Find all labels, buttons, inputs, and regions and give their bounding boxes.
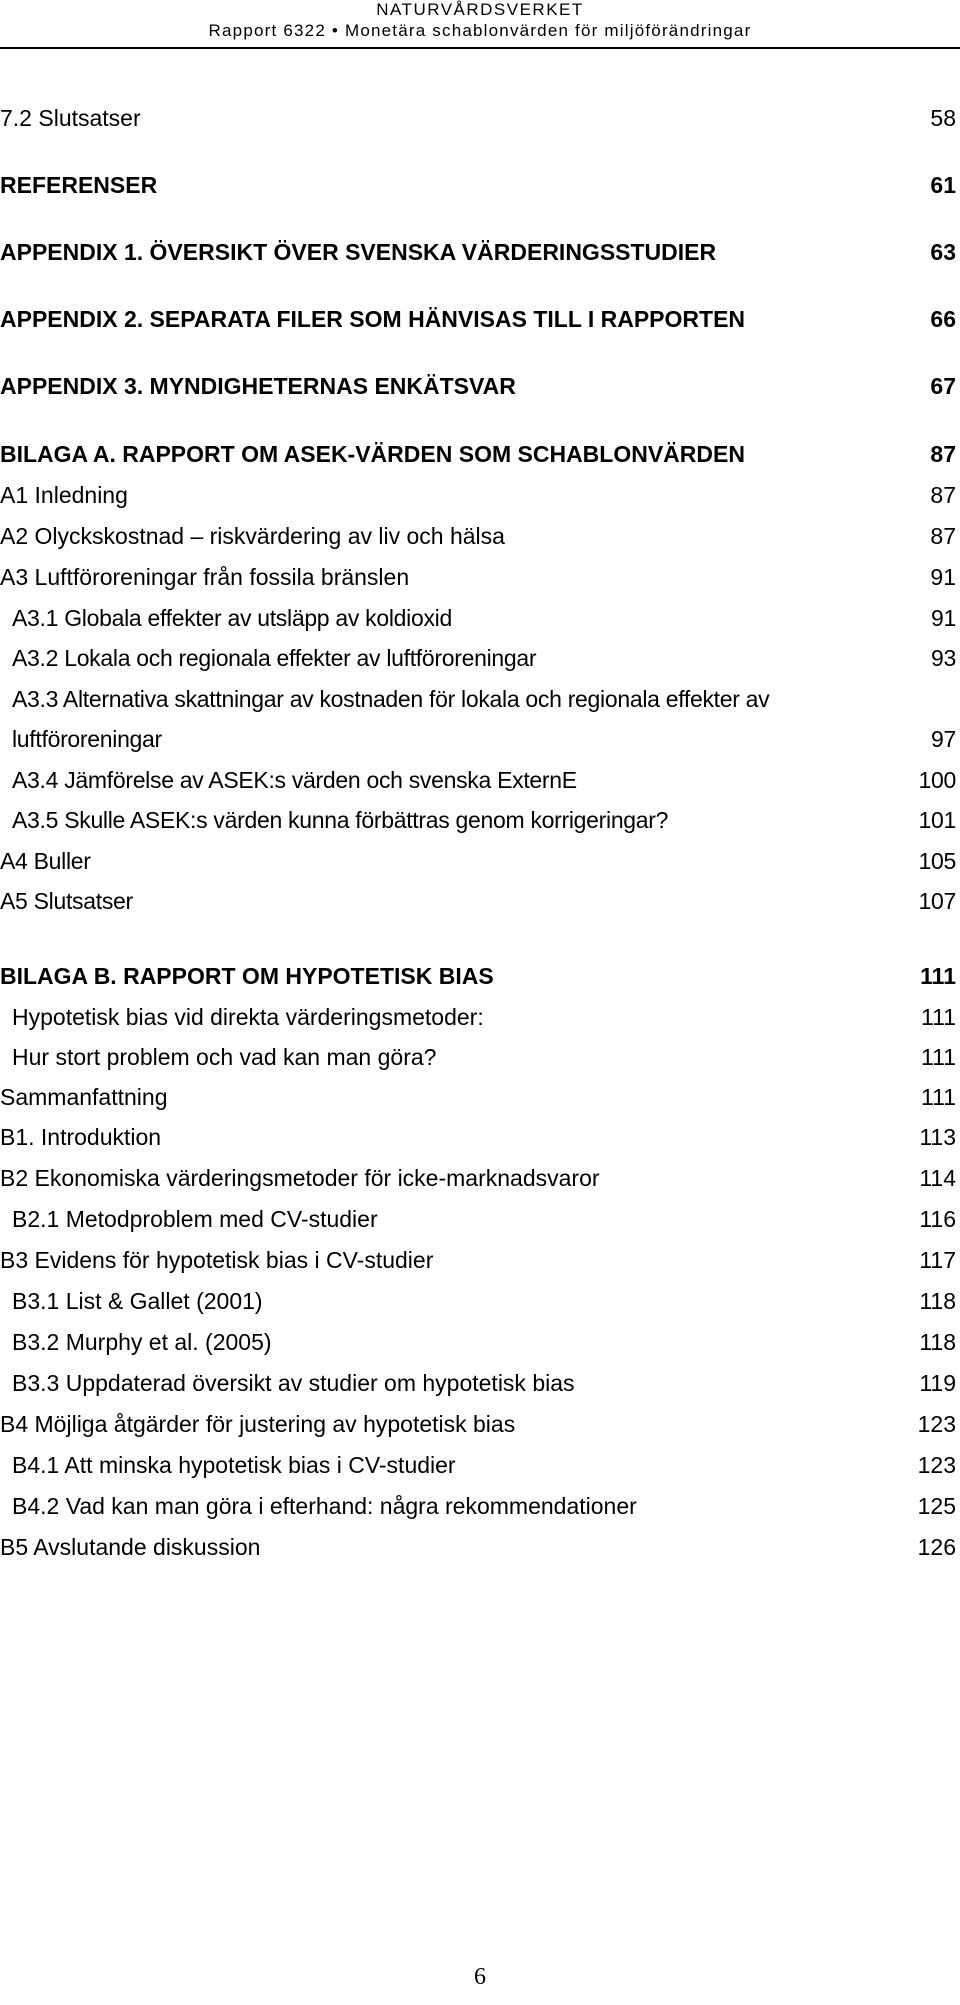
toc-entry [0, 997, 960, 1037]
toc-entry [0, 1445, 960, 1485]
toc-entry-title: B4 Möjliga åtgärder för justering av hypotetisk bias [0, 1411, 516, 1437]
toc-entry-page: 111 [920, 963, 956, 989]
toc-entry [0, 638, 960, 678]
toc-entry [0, 1527, 960, 1567]
toc-entry-page: 100 [918, 767, 956, 793]
toc-entry-page: 125 [917, 1493, 956, 1519]
toc-entry-page: 118 [919, 1288, 956, 1314]
toc-entry-page: 63 [930, 239, 956, 265]
toc-entry-page: 118 [919, 1329, 956, 1355]
toc-entry-page: 123 [917, 1452, 956, 1478]
toc-entry [0, 299, 960, 339]
toc-entry-title: A3.2 Lokala och regionala effekter av luftföroreningar [12, 645, 537, 671]
toc-entry [0, 232, 960, 272]
toc-entry-page: 91 [930, 564, 956, 590]
toc-entry-title: APPENDIX 3. MYNDIGHETERNAS ENKÄTSVAR [0, 373, 516, 399]
toc-entry [0, 475, 960, 515]
header-report-title: Rapport 6322 • Monetära schablonvärden för miljöförändringar [208, 21, 752, 40]
toc-entry-page: 97 [931, 726, 956, 752]
toc-entry-page: 87 [930, 523, 956, 549]
toc-entry-page: 126 [917, 1534, 956, 1560]
toc-entry-title: APPENDIX 2. SEPARATA FILER SOM HÄNVISAS TILL I RAPPORTEN [0, 306, 746, 332]
toc-entry [0, 956, 960, 996]
toc-entry [0, 598, 960, 638]
toc-entry-title: A3 Luftföroreningar från fossila bränslen [0, 564, 410, 590]
toc-entry-title: A4 Buller [0, 848, 91, 874]
toc-entry-title: B5 Avslutande diskussion [0, 1534, 261, 1560]
toc-entry-page: 87 [930, 482, 956, 508]
toc-entry-page: 61 [930, 172, 956, 198]
toc-entry-title: luftföroreningar [12, 726, 162, 752]
toc-entry [0, 841, 960, 881]
toc-entry-title: B3 Evidens för hypotetisk bias i CV-studier [0, 1247, 434, 1273]
toc-entry-page: 111 [921, 1004, 956, 1030]
toc-entry-title: 7.2 Slutsatser [0, 105, 141, 131]
toc-entry-page: 66 [930, 306, 956, 332]
toc-entry [0, 1199, 960, 1239]
toc-entry-title: B3.3 Uppdaterad översikt av studier om hypotetisk bias [12, 1370, 575, 1396]
toc-entry [0, 366, 960, 406]
toc-entry-page: 105 [918, 848, 956, 874]
toc-entry-page: 117 [919, 1247, 956, 1273]
toc-entry-title: Sammanfattning [0, 1084, 168, 1110]
toc-entry [0, 800, 960, 840]
toc-entry-page: 58 [930, 105, 956, 131]
toc-entry-title: A1 Inledning [0, 482, 128, 508]
toc-entry [0, 165, 960, 205]
toc-entry-page: 87 [930, 441, 956, 467]
toc-entry-page: 67 [930, 373, 956, 399]
toc-entry-title: A3.3 Alternativa skattningar av kostnaden för lokala och regionala effekter av [12, 686, 770, 712]
toc-entry [0, 1322, 960, 1362]
toc-entry-title: BILAGA B. RAPPORT OM HYPOTETISK BIAS [0, 963, 494, 989]
toc-entry-title: REFERENSER [0, 172, 158, 198]
page-number: 6 [474, 1964, 486, 1990]
toc-entry-title: B2.1 Metodproblem med CV-studier [12, 1206, 378, 1232]
page-header [0, 0, 960, 41]
toc-entry-page: 101 [918, 807, 956, 833]
header-divider [0, 47, 960, 49]
toc-entry-title: A3.4 Jämförelse av ASEK:s värden och svenska ExternE [12, 767, 577, 793]
toc-entry [0, 516, 960, 556]
toc-entry-title: BILAGA A. RAPPORT OM ASEK-VÄRDEN SOM SCHABLONVÄRDEN [0, 441, 745, 467]
header-organization: NATURVÅRDSVERKET [376, 0, 584, 19]
toc-entry [0, 1158, 960, 1198]
toc-entry-title: A3.5 Skulle ASEK:s värden kunna förbättras genom korrigeringar? [12, 807, 669, 833]
toc-entry-title: B4.2 Vad kan man göra i efterhand: några rekommendationer [12, 1493, 637, 1519]
toc-entry [0, 98, 960, 138]
toc-entry-title: Hypotetisk bias vid direkta värderingsmetoder: [12, 1004, 484, 1030]
toc-entry-title: B3.2 Murphy et al. (2005) [12, 1329, 272, 1355]
toc-entry [0, 557, 960, 597]
toc-entry-title: Hur stort problem och vad kan man göra? [12, 1044, 437, 1070]
toc-entry [0, 760, 960, 800]
toc-entry-page: 111 [921, 1084, 956, 1110]
toc-entry [0, 679, 960, 719]
toc-entry-page: 107 [918, 888, 956, 914]
toc-entry-page: 93 [931, 645, 956, 671]
toc-entry-page: 119 [919, 1370, 956, 1396]
toc-entry [0, 1037, 960, 1077]
toc-entry-title: B3.1 List & Gallet (2001) [12, 1288, 263, 1314]
toc-entry [0, 719, 960, 759]
toc-entry-title: B4.1 Att minska hypotetisk bias i CV-studier [12, 1452, 456, 1478]
toc-entry [0, 1404, 960, 1444]
toc-entry [0, 1077, 960, 1117]
toc-entry-title: B2 Ekonomiska värderingsmetoder för icke-marknadsvaror [0, 1165, 600, 1191]
toc-entry-title: A2 Olyckskostnad – riskvärdering av liv och hälsa [0, 523, 505, 549]
toc-entry-page: 116 [919, 1206, 956, 1232]
toc-entry-title: B1. Introduktion [0, 1124, 162, 1150]
toc-entry-title: APPENDIX 1. ÖVERSIKT ÖVER SVENSKA VÄRDERINGSSTUDIER [0, 239, 717, 265]
toc-entry [0, 434, 960, 474]
toc-entry-page: 123 [917, 1411, 956, 1437]
toc-entry [0, 1363, 960, 1403]
toc-entry [0, 1240, 960, 1280]
toc-entry [0, 1486, 960, 1526]
toc-entry-page: 91 [931, 605, 956, 631]
toc-entry-page: 111 [921, 1044, 956, 1070]
toc-entry-title: A3.1 Globala effekter av utsläpp av koldioxid [12, 605, 452, 631]
toc-entry-page: 113 [919, 1124, 956, 1150]
toc-entry-title: A5 Slutsatser [0, 888, 133, 914]
toc-entry [0, 1281, 960, 1321]
toc-entry [0, 881, 960, 921]
toc-entry [0, 1117, 960, 1157]
toc-entry-page: 114 [919, 1165, 956, 1191]
